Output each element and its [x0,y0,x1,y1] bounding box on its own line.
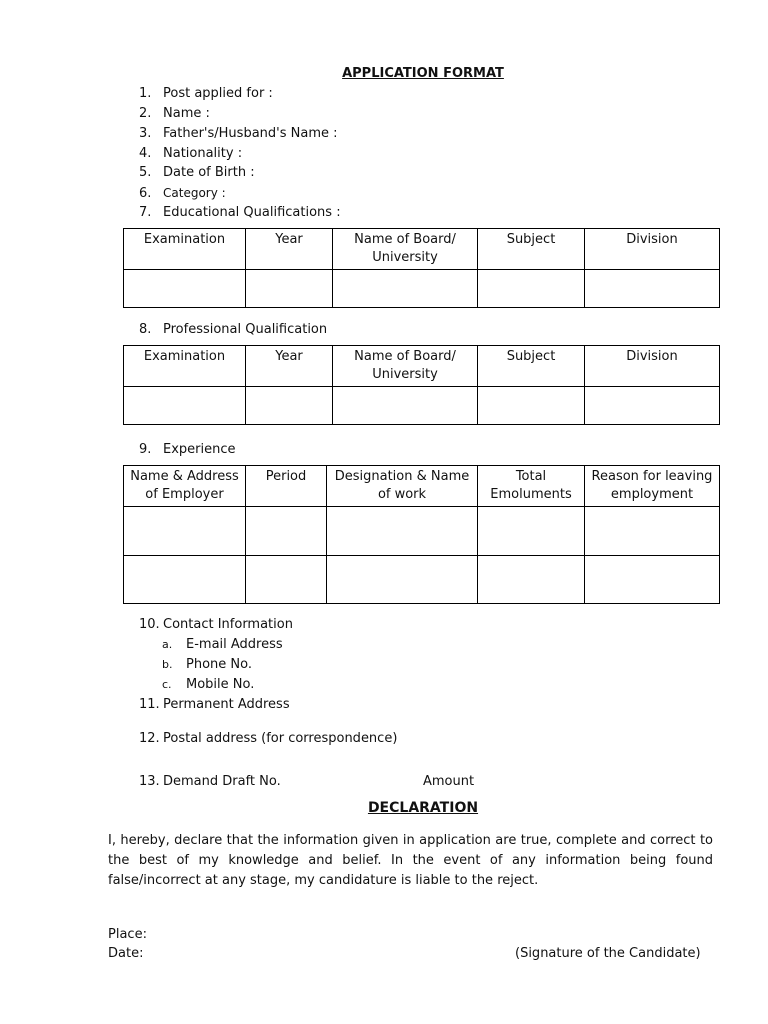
item-number: 4. [139,146,152,161]
table-cell[interactable] [585,507,720,556]
table-cell[interactable] [478,270,585,308]
item-label: Demand Draft No. [163,774,281,789]
item-number: 2. [139,106,152,121]
place-label: Place: [108,927,147,942]
professional-qualification-table [123,345,720,425]
table-cell[interactable] [124,507,246,556]
table-cell[interactable] [333,387,478,425]
header-designation: Designation & Name of work [327,466,478,507]
item-number: 7. [139,205,152,220]
sub-item-letter: a. [162,638,173,651]
item-label: Professional Qualification [163,322,328,337]
table-cell[interactable] [124,556,246,604]
field-demand-draft-no [139,774,281,789]
table-row [124,556,720,604]
field-name [139,106,210,121]
table-row [124,270,720,308]
item-label: Name : [163,106,210,121]
table-cell[interactable] [585,387,720,425]
table-row [124,387,720,425]
table-header-row [124,229,720,270]
header-division: Division [585,229,720,270]
page-title: APPLICATION FORMAT [342,66,504,81]
item-number: 12. [139,731,160,746]
item-number: 11. [139,697,160,712]
table-cell[interactable] [246,387,333,425]
item-label: Permanent Address [163,697,290,712]
table-header-row [124,346,720,387]
table-row [124,507,720,556]
field-mobile-no [162,677,254,692]
header-reason-for-leaving: Reason for leaving employment [585,466,720,507]
field-category [139,186,226,201]
item-label: Experience [163,442,236,457]
table-cell[interactable] [585,556,720,604]
item-number: 8. [139,322,152,337]
table-cell[interactable] [327,507,478,556]
table-cell[interactable] [246,270,333,308]
sub-item-letter: c. [162,678,172,691]
header-board-university: Name of Board/ University [333,229,478,270]
field-email-address [162,637,283,652]
field-phone-no [162,657,252,672]
header-subject: Subject [478,346,585,387]
sub-item-label: Phone No. [186,657,252,672]
item-label: Postal address (for correspondence) [163,731,398,746]
item-number: 1. [139,86,152,101]
field-postal-address [139,731,397,746]
header-board-university: Name of Board/ University [333,346,478,387]
experience-table [123,465,720,604]
field-educational-qualifications [139,205,341,220]
header-examination: Examination [124,346,246,387]
table-cell[interactable] [478,387,585,425]
field-amount: Amount [423,774,475,789]
field-experience [139,442,236,457]
sub-item-letter: b. [162,658,173,671]
field-date-of-birth [139,165,255,180]
item-number: 5. [139,165,152,180]
field-post-applied [139,86,273,101]
item-label: Nationality : [163,146,243,161]
sub-item-label: E-mail Address [186,637,283,652]
item-label: Father's/Husband's Name : [163,126,338,141]
field-permanent-address [139,697,290,712]
table-cell[interactable] [124,270,246,308]
field-professional-qualification [139,322,327,337]
header-total-emoluments: Total Emoluments [478,466,585,507]
field-nationality [139,146,242,161]
field-contact-information [139,617,293,632]
field-father-husband-name [139,126,338,141]
declaration-title: DECLARATION [367,800,479,816]
table-cell[interactable] [585,270,720,308]
table-cell[interactable] [327,556,478,604]
item-number: 3. [139,126,152,141]
educational-qualifications-table [123,228,720,308]
header-year: Year [246,346,333,387]
table-header-row [124,466,720,507]
item-number: 13. [139,774,160,789]
table-cell[interactable] [333,270,478,308]
signature-label: (Signature of the Candidate) [515,946,701,961]
declaration-text: I, hereby, declare that the information given in application are true, complete and correct to the best of my knowledge and belief. In the event of any information being found false/incorrect at any stage, my candidature is liable to the reject. [108,833,713,888]
date-label: Date: [108,946,144,961]
sub-item-label: Mobile No. [186,677,255,692]
item-label: Contact Information [163,617,293,632]
item-number: 6. [139,186,152,201]
item-number: 10. [139,617,160,632]
header-period: Period [246,466,327,507]
header-division: Division [585,346,720,387]
table-cell[interactable] [246,556,327,604]
header-examination: Examination [124,229,246,270]
item-number: 9. [139,442,152,457]
table-cell[interactable] [478,556,585,604]
item-label: Post applied for : [163,86,273,101]
header-subject: Subject [478,229,585,270]
table-cell[interactable] [124,387,246,425]
item-label: Educational Qualifications : [163,205,341,220]
item-label: Date of Birth : [163,165,255,180]
table-cell[interactable] [246,507,327,556]
header-year: Year [246,229,333,270]
header-employer: Name & Address of Employer [124,466,246,507]
item-label: Category : [163,186,226,200]
table-cell[interactable] [478,507,585,556]
